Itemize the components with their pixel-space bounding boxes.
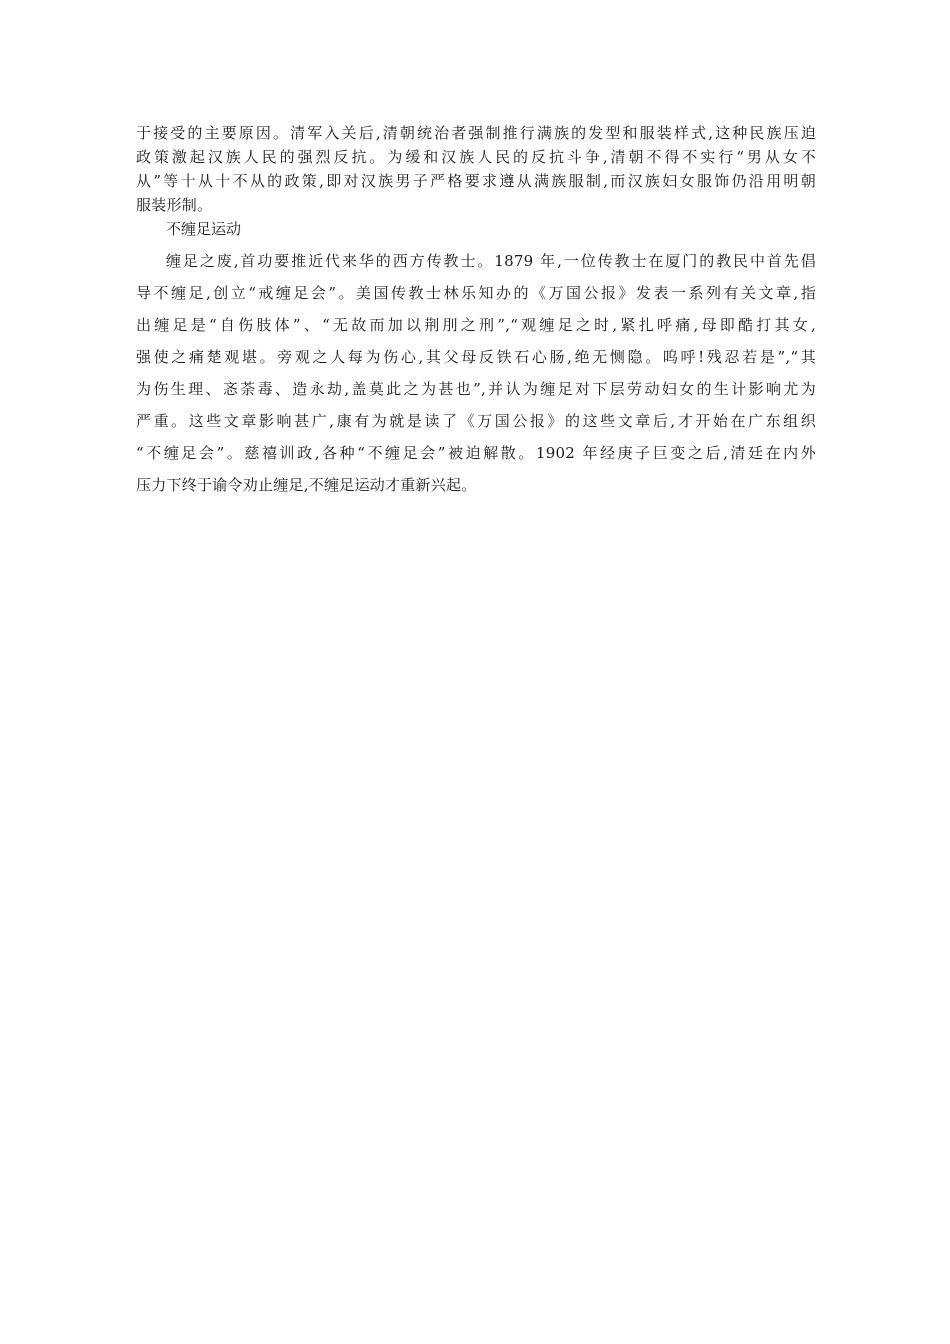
text-line: 于接受的主要原因。清军入关后,清朝统治者强制推行满族的发型和服装样式,这种民族压迫 [136, 124, 816, 142]
text-line: 强使之痛楚观堪。旁观之人每为伤心,其父母反铁石心肠,绝无恻隐。呜呼!残忍若是”,“其 [136, 348, 816, 366]
text-line: 严重。这些文章影响甚广,康有为就是读了《万国公报》的这些文章后,才开始在广东组织 [136, 412, 816, 430]
text-line: 压力下终于谕令劝止缠足,不缠足运动才重新兴起。 [136, 476, 477, 494]
paragraph-anti-footbinding [136, 245, 816, 501]
text-line: 为伤生理、忞荼毒、造永劫,盖莫此之为甚也”,并认为缠足对下层劳动妇女的生计影响尤为 [136, 380, 816, 398]
text-line: “不缠足会”。慈禧训政,各种“不缠足会”被迫解散。1902 年经庚子巨变之后,清廷在内外 [136, 444, 816, 462]
text-line: 从”等十从十不从的政策,即对汉族男子严格要求遵从满族服制,而汉族妇女服饰仍沿用明朝 [136, 172, 816, 190]
text-line: 政策激起汉族人民的强烈反抗。为缓和汉族人民的反抗斗争,清朝不得不实行“男从女不 [136, 148, 816, 166]
text-line: 出缠足是“自伤肢体”、“无故而加以荆刖之刑”,“观缠足之时,紧扎呼痛,母即酷打其女, [136, 316, 816, 334]
paragraph-clothing-policy [136, 121, 816, 217]
text-line: 服装形制。 [136, 196, 213, 214]
section-heading: 不缠足运动 [166, 220, 242, 238]
text-line: 缠足之废,首功要推近代来华的西方传教士。1879 年,一位传教士在厦门的教民中首先倡 [166, 252, 816, 270]
document-body [136, 121, 816, 501]
text-line: 导不缠足,创立“戒缠足会”。美国传教士林乐知办的《万国公报》发表一系列有关文章,指 [136, 284, 816, 302]
